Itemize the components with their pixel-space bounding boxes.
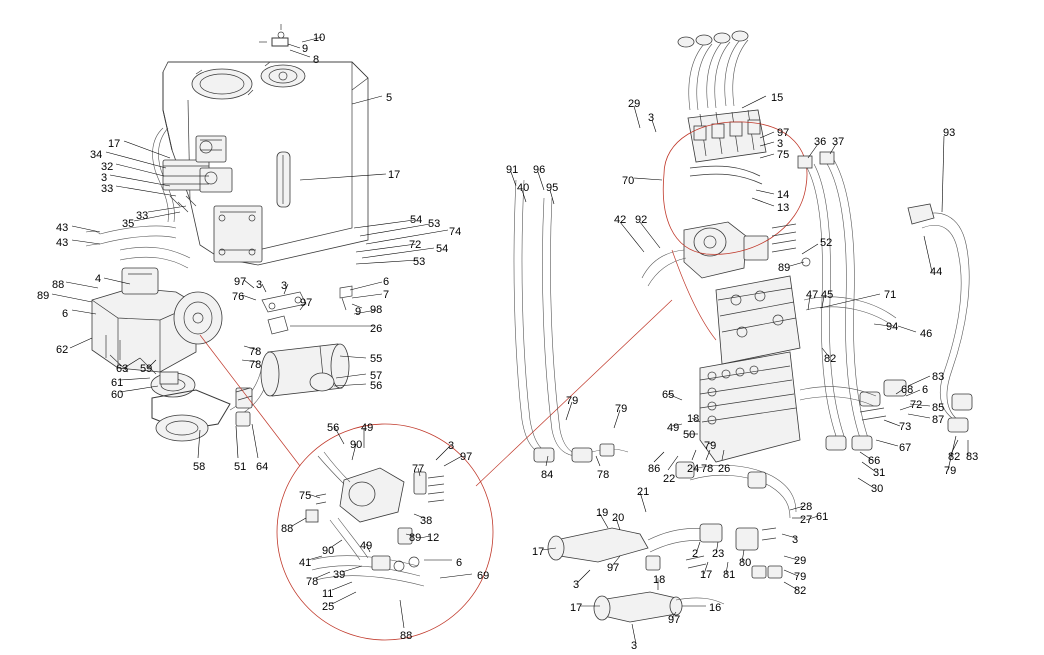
callout-number-78: 78 bbox=[249, 359, 262, 371]
callout-number-96: 96 bbox=[533, 164, 546, 176]
callout-number-97: 97 bbox=[234, 276, 247, 288]
callout-number-21: 21 bbox=[637, 486, 650, 498]
callout-number-83: 83 bbox=[966, 451, 979, 463]
callout-number-87: 87 bbox=[932, 414, 945, 426]
callout-number-70: 70 bbox=[622, 175, 635, 187]
callout-number-60: 60 bbox=[111, 389, 124, 401]
callout-number-12: 12 bbox=[427, 532, 440, 544]
bottom-tubes bbox=[548, 462, 799, 622]
callout-number-66: 66 bbox=[868, 455, 881, 467]
callout-number-15: 15 bbox=[771, 92, 784, 104]
callout-number-28: 28 bbox=[800, 501, 813, 513]
callout-number-45: 45 bbox=[821, 289, 834, 301]
callout-number-72: 72 bbox=[409, 239, 422, 251]
callout-number-74: 74 bbox=[449, 226, 462, 238]
callout-number-55: 55 bbox=[370, 353, 383, 365]
callout-number-17: 17 bbox=[108, 138, 121, 150]
callout-number-79: 79 bbox=[566, 395, 579, 407]
callout-number-82: 82 bbox=[794, 585, 807, 597]
accumulator-cylinder bbox=[261, 344, 349, 396]
callout-number-41: 41 bbox=[299, 557, 312, 569]
callout-number-68: 68 bbox=[901, 384, 914, 396]
callout-number-44: 44 bbox=[930, 266, 943, 278]
callout-number-97: 97 bbox=[607, 562, 620, 574]
callout-number-6: 6 bbox=[383, 276, 390, 288]
callout-number-57: 57 bbox=[370, 370, 383, 382]
callout-number-46: 46 bbox=[920, 328, 933, 340]
callout-number-14: 14 bbox=[777, 189, 790, 201]
callout-number-94: 94 bbox=[886, 321, 899, 333]
callout-number-97: 97 bbox=[777, 127, 790, 139]
callout-number-26: 26 bbox=[370, 323, 383, 335]
callout-number-26: 26 bbox=[718, 463, 731, 475]
callout-number-22: 22 bbox=[663, 473, 676, 485]
callout-number-47: 47 bbox=[806, 289, 819, 301]
callout-number-98: 98 bbox=[370, 304, 383, 316]
callout-number-92: 92 bbox=[635, 214, 648, 226]
callout-number-24: 24 bbox=[687, 463, 700, 475]
callout-number-29: 29 bbox=[628, 98, 641, 110]
callout-number-79: 79 bbox=[944, 465, 957, 477]
callout-number-17: 17 bbox=[700, 569, 713, 581]
callout-number-9: 9 bbox=[302, 43, 309, 55]
callout-number-90: 90 bbox=[350, 439, 363, 451]
callout-number-51: 51 bbox=[234, 461, 247, 473]
callout-number-88: 88 bbox=[400, 630, 413, 642]
callout-number-71: 71 bbox=[884, 289, 897, 301]
callout-number-3: 3 bbox=[256, 279, 263, 291]
callout-number-9: 9 bbox=[355, 306, 362, 318]
callout-number-76: 76 bbox=[232, 291, 245, 303]
callout-number-54: 54 bbox=[436, 243, 449, 255]
callout-number-79: 79 bbox=[615, 403, 628, 415]
callout-number-8: 8 bbox=[313, 54, 320, 66]
callout-number-11: 11 bbox=[322, 588, 334, 600]
callout-number-85: 85 bbox=[932, 402, 945, 414]
callout-number-4: 4 bbox=[95, 273, 102, 285]
callout-number-53: 53 bbox=[413, 256, 426, 268]
callout-number-93: 93 bbox=[943, 127, 956, 139]
callout-number-7: 7 bbox=[383, 289, 390, 301]
callout-number-43: 43 bbox=[56, 237, 69, 249]
callout-number-16: 16 bbox=[709, 602, 722, 614]
callout-number-88: 88 bbox=[52, 279, 65, 291]
callout-number-97: 97 bbox=[460, 451, 473, 463]
callout-number-29: 29 bbox=[794, 555, 807, 567]
callout-number-95: 95 bbox=[546, 182, 559, 194]
callout-number-2: 2 bbox=[692, 548, 699, 560]
callout-number-35: 35 bbox=[122, 218, 135, 230]
callout-number-97: 97 bbox=[668, 614, 681, 626]
callout-number-3: 3 bbox=[648, 112, 655, 124]
callout-number-49: 49 bbox=[360, 540, 373, 552]
callout-number-43: 43 bbox=[56, 222, 69, 234]
callout-number-50: 50 bbox=[683, 429, 696, 441]
callout-number-19: 19 bbox=[596, 507, 609, 519]
callout-number-34: 34 bbox=[90, 149, 103, 161]
callout-number-53: 53 bbox=[428, 218, 441, 230]
callout-number-77: 77 bbox=[412, 463, 425, 475]
callout-number-97: 97 bbox=[300, 297, 313, 309]
callout-number-17: 17 bbox=[388, 169, 401, 181]
callout-number-49: 49 bbox=[361, 422, 374, 434]
callout-number-81: 81 bbox=[723, 569, 736, 581]
callout-number-3: 3 bbox=[101, 172, 108, 184]
callout-number-5: 5 bbox=[386, 92, 393, 104]
callout-number-18: 18 bbox=[653, 574, 666, 586]
callout-number-3: 3 bbox=[792, 534, 799, 546]
callout-number-3: 3 bbox=[777, 138, 784, 150]
callout-number-78: 78 bbox=[597, 469, 610, 481]
callout-number-37: 37 bbox=[832, 136, 845, 148]
callout-number-18: 18 bbox=[687, 413, 700, 425]
callout-number-80: 80 bbox=[739, 557, 752, 569]
callout-number-79: 79 bbox=[704, 440, 717, 452]
callout-number-49: 49 bbox=[667, 422, 680, 434]
callout-number-33: 33 bbox=[101, 183, 114, 195]
callout-number-56: 56 bbox=[370, 380, 383, 392]
callout-number-69: 69 bbox=[477, 570, 490, 582]
callout-number-6: 6 bbox=[62, 308, 69, 320]
callout-number-31: 31 bbox=[873, 467, 886, 479]
callout-number-64: 64 bbox=[256, 461, 269, 473]
callout-number-65: 65 bbox=[662, 389, 675, 401]
callout-number-73: 73 bbox=[899, 421, 912, 433]
reservoir-tank-group bbox=[163, 24, 368, 265]
callout-number-6: 6 bbox=[456, 557, 463, 569]
callout-number-33: 33 bbox=[136, 210, 149, 222]
callout-number-75: 75 bbox=[777, 149, 790, 161]
callout-number-17: 17 bbox=[570, 602, 583, 614]
callout-number-6: 6 bbox=[922, 384, 929, 396]
valve-bank-top bbox=[678, 31, 766, 184]
callout-number-59: 59 bbox=[140, 363, 153, 375]
callout-number-78: 78 bbox=[306, 576, 319, 588]
callout-number-82: 82 bbox=[824, 353, 837, 365]
callout-number-89: 89 bbox=[778, 262, 791, 274]
callout-number-39: 39 bbox=[333, 569, 346, 581]
callout-number-38: 38 bbox=[420, 515, 433, 527]
callout-number-56: 56 bbox=[327, 422, 340, 434]
callout-number-84: 84 bbox=[541, 469, 554, 481]
callout-number-79: 79 bbox=[794, 571, 807, 583]
callout-number-63: 63 bbox=[116, 363, 129, 375]
callout-number-32: 32 bbox=[101, 161, 114, 173]
callout-number-86: 86 bbox=[648, 463, 661, 475]
callout-number-3: 3 bbox=[573, 579, 580, 591]
callout-number-40: 40 bbox=[517, 182, 530, 194]
callout-number-61: 61 bbox=[816, 511, 829, 523]
callout-number-23: 23 bbox=[712, 548, 725, 560]
callout-number-67: 67 bbox=[899, 442, 912, 454]
callout-number-36: 36 bbox=[814, 136, 827, 148]
callout-number-82: 82 bbox=[948, 451, 961, 463]
callout-number-89: 89 bbox=[37, 290, 50, 302]
callout-number-30: 30 bbox=[871, 483, 884, 495]
callout-number-88: 88 bbox=[281, 523, 294, 535]
callout-number-78: 78 bbox=[249, 346, 262, 358]
callout-number-91: 91 bbox=[506, 164, 519, 176]
callout-number-83: 83 bbox=[932, 371, 945, 383]
callout-number-10: 10 bbox=[313, 32, 326, 44]
callout-number-25: 25 bbox=[322, 601, 335, 613]
callout-number-13: 13 bbox=[777, 202, 790, 214]
callout-number-78: 78 bbox=[701, 463, 714, 475]
callout-number-72: 72 bbox=[910, 399, 923, 411]
callout-number-42: 42 bbox=[614, 214, 627, 226]
callout-number-61: 61 bbox=[111, 377, 124, 389]
callout-number-62: 62 bbox=[56, 344, 69, 356]
callout-number-58: 58 bbox=[193, 461, 206, 473]
callout-number-3: 3 bbox=[448, 440, 455, 452]
callout-number-20: 20 bbox=[612, 512, 625, 524]
callout-number-17: 17 bbox=[532, 546, 545, 558]
callout-number-3: 3 bbox=[281, 280, 288, 292]
callout-number-3: 3 bbox=[631, 640, 638, 652]
callout-number-52: 52 bbox=[820, 237, 833, 249]
callout-number-54: 54 bbox=[410, 214, 423, 226]
callout-number-75: 75 bbox=[299, 490, 312, 502]
callout-number-27: 27 bbox=[800, 514, 813, 526]
long-hoses-center bbox=[514, 180, 628, 462]
callout-number-89: 89 bbox=[409, 532, 422, 544]
callout-number-90: 90 bbox=[322, 545, 335, 557]
